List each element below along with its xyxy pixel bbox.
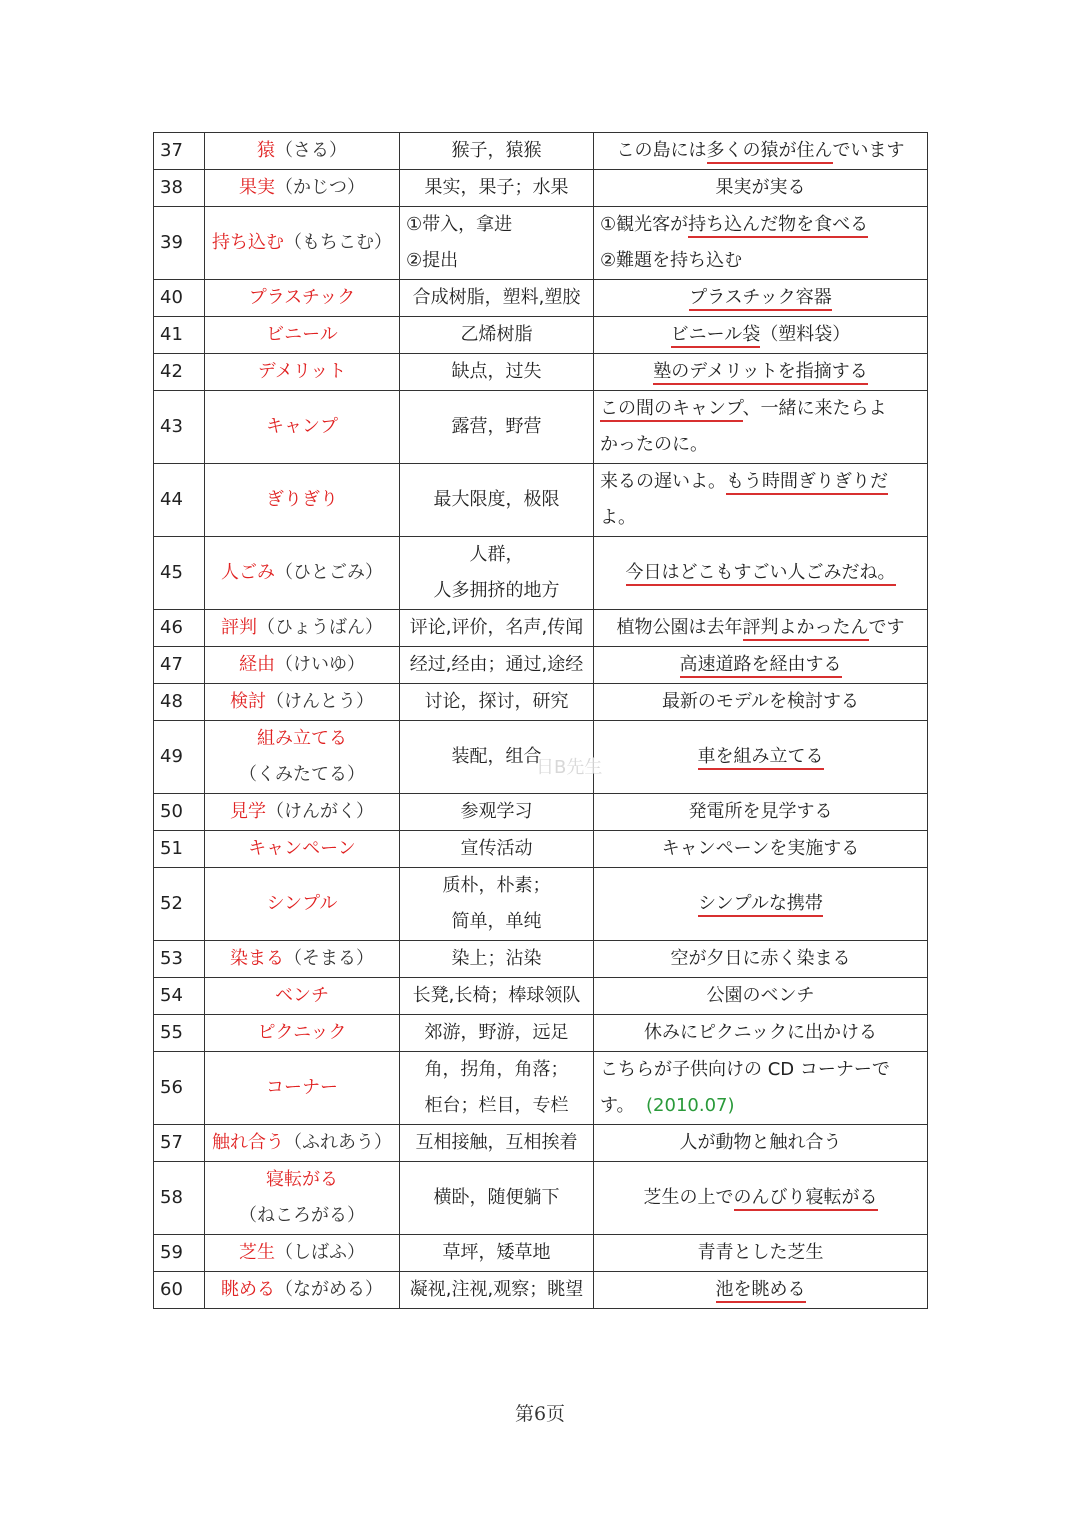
meaning-line: 最大限度，极限	[433, 489, 560, 510]
example-underlined: ビニール袋	[671, 324, 761, 348]
example-underlined: のんびり寝転がる	[734, 1187, 878, 1211]
entry-meaning	[400, 1052, 594, 1125]
entry-keyword: 経由	[239, 654, 275, 675]
entry-reading: （けいゆ）	[275, 654, 365, 675]
entry-keyword: キャンプ	[266, 416, 338, 437]
entry-word	[205, 354, 400, 391]
entry-number: 40	[154, 280, 205, 317]
entry-example	[594, 317, 928, 354]
table-row	[154, 1162, 928, 1235]
entry-meaning	[400, 1162, 594, 1235]
example-underlined: 今日はどこもすごい人ごみだね。	[626, 562, 896, 586]
meaning-line: 经过,经由；通过,途经	[409, 654, 584, 675]
example-underlined: 塾のデメリットを指摘する	[653, 361, 868, 385]
entry-number: 43	[154, 391, 205, 464]
entry-number: 48	[154, 684, 205, 721]
table-row	[154, 794, 928, 831]
entry-number: 41	[154, 317, 205, 354]
example-line	[600, 1235, 921, 1271]
example-line	[600, 464, 921, 500]
entry-number: 46	[154, 610, 205, 647]
entry-word	[205, 464, 400, 537]
entry-example	[594, 684, 928, 721]
example-text: ①観光客が	[600, 214, 689, 235]
entry-meaning	[400, 647, 594, 684]
entry-word	[205, 1235, 400, 1272]
entry-keyword: 猿	[257, 140, 275, 161]
entry-keyword: ベンチ	[275, 985, 329, 1006]
entry-word	[205, 280, 400, 317]
entry-keyword: 果実	[239, 177, 275, 198]
entry-meaning	[400, 391, 594, 464]
entry-meaning	[400, 354, 594, 391]
entry-word	[205, 868, 400, 941]
entry-example	[594, 831, 928, 868]
table-row	[154, 831, 928, 868]
example-underlined: 評判よかったん	[743, 617, 869, 641]
entry-number: 49	[154, 721, 205, 794]
entry-example	[594, 133, 928, 170]
meaning-line: ②提出	[406, 250, 459, 271]
entry-word	[205, 610, 400, 647]
entry-example	[594, 1235, 928, 1272]
entry-example	[594, 1052, 928, 1125]
entry-number: 55	[154, 1015, 205, 1052]
example-text: 来るの遅いよ。	[600, 471, 726, 492]
example-text: 青青とした芝生	[697, 1242, 824, 1263]
example-line	[600, 831, 921, 867]
entry-word	[205, 1052, 400, 1125]
entry-meaning	[400, 978, 594, 1015]
entry-example	[594, 207, 928, 280]
entry-meaning	[400, 133, 594, 170]
meaning-line: 质朴，朴素；	[442, 875, 551, 896]
table-row	[154, 1125, 928, 1162]
entry-keyword: 寝転がる	[266, 1169, 338, 1190]
entry-meaning	[400, 537, 594, 610]
entry-number: 38	[154, 170, 205, 207]
entry-reading: （けんがく）	[266, 801, 374, 822]
entry-keyword: 触れ合う	[212, 1132, 284, 1153]
entry-reading: （かじつ）	[275, 177, 365, 198]
table-row	[154, 978, 928, 1015]
meaning-line: 横卧，随便躺下	[433, 1187, 560, 1208]
entry-keyword: 眺める	[221, 1279, 275, 1300]
entry-example	[594, 941, 928, 978]
entry-keyword: プラスチック	[248, 287, 356, 308]
entry-example	[594, 391, 928, 464]
entry-example	[594, 647, 928, 684]
entry-keyword: コーナー	[266, 1077, 338, 1098]
entry-reading: （さる）	[275, 140, 347, 161]
example-line	[600, 170, 921, 206]
example-line	[600, 610, 921, 646]
meaning-line: 草坪，矮草地	[442, 1242, 551, 1263]
exam-date: (2010.07)	[646, 1095, 735, 1116]
table-row	[154, 464, 928, 537]
example-text: 果実が実る	[715, 177, 806, 198]
entry-example	[594, 1162, 928, 1235]
meaning-line: 宣传活动	[460, 838, 533, 859]
meaning-line: 缺点，过失	[451, 361, 542, 382]
entry-keyword: シンプル	[266, 893, 338, 914]
table-row	[154, 280, 928, 317]
table-row	[154, 317, 928, 354]
entry-keyword: 組み立てる	[257, 728, 347, 749]
table-row	[154, 1235, 928, 1272]
entry-example	[594, 721, 928, 794]
entry-meaning	[400, 317, 594, 354]
entry-keyword: 検討	[230, 691, 266, 712]
entry-reading: （けんとう）	[266, 691, 374, 712]
example-line	[600, 133, 921, 169]
entry-example	[594, 464, 928, 537]
example-text: 芝生の上で	[643, 1187, 734, 1208]
entry-word	[205, 391, 400, 464]
example-text: です	[868, 617, 905, 638]
example-underlined: シンプルな携帯	[698, 893, 823, 917]
entry-word	[205, 978, 400, 1015]
entry-word	[205, 1272, 400, 1309]
entry-example	[594, 868, 928, 941]
entry-keyword: 人ごみ	[221, 562, 275, 583]
example-line	[600, 739, 921, 775]
entry-number: 37	[154, 133, 205, 170]
entry-word	[205, 170, 400, 207]
example-text: よ。	[600, 507, 636, 528]
example-text: 最新のモデルを検討する	[661, 691, 860, 712]
example-text: す。	[600, 1095, 635, 1116]
entry-reading: （もちこむ）	[284, 232, 392, 253]
entry-word	[205, 1162, 400, 1235]
entry-example	[594, 1125, 928, 1162]
entry-number: 53	[154, 941, 205, 978]
example-line	[600, 1125, 921, 1161]
entry-meaning	[400, 941, 594, 978]
meaning-line: 评论,评价，名声,传闻	[409, 617, 584, 638]
example-text: 公園のベンチ	[706, 985, 815, 1006]
example-text: 人が動物と触れ合う	[679, 1132, 842, 1153]
entry-number: 50	[154, 794, 205, 831]
page-number: 第6页	[514, 1403, 566, 1425]
example-text: でいます	[832, 140, 905, 161]
entry-meaning	[400, 1015, 594, 1052]
example-line	[600, 941, 921, 977]
entry-word	[205, 133, 400, 170]
entry-word	[205, 794, 400, 831]
meaning-line: 参观学习	[460, 801, 533, 822]
meaning-line: 猴子，猿猴	[451, 140, 542, 161]
example-line	[600, 354, 921, 390]
example-text: 休みにピクニックに出かける	[644, 1022, 877, 1043]
entry-number: 56	[154, 1052, 205, 1125]
example-text: キャンペーンを実施する	[661, 838, 860, 859]
example-text: 、一緒に来たらよ	[742, 398, 887, 419]
example-text: 植物公園は去年	[616, 617, 743, 638]
meaning-line: 染上；沾染	[451, 948, 542, 969]
example-line	[600, 317, 921, 353]
example-line	[600, 1052, 921, 1088]
entry-number: 51	[154, 831, 205, 868]
entry-meaning	[400, 1235, 594, 1272]
example-line	[600, 886, 921, 922]
entry-keyword: 見学	[230, 801, 266, 822]
entry-keyword: ピクニック	[257, 1022, 347, 1043]
example-line	[600, 391, 921, 427]
meaning-line: ①带入，拿进	[406, 214, 513, 235]
entry-reading: （ねころがる）	[239, 1205, 365, 1226]
entry-meaning	[400, 610, 594, 647]
entry-example	[594, 610, 928, 647]
entry-reading: （くみたてる）	[239, 764, 365, 785]
entry-reading: （ふれあう）	[284, 1132, 392, 1153]
example-text: こちらが子供向けの CD コーナーで	[600, 1059, 890, 1080]
entry-number: 52	[154, 868, 205, 941]
entry-keyword: ビニール	[266, 324, 338, 345]
entry-example	[594, 170, 928, 207]
vocabulary-table-body	[154, 133, 928, 1309]
entry-meaning	[400, 831, 594, 868]
table-row	[154, 170, 928, 207]
entry-example	[594, 354, 928, 391]
table-row	[154, 868, 928, 941]
table-row	[154, 354, 928, 391]
watermark: 日B先生	[536, 757, 603, 778]
entry-meaning	[400, 684, 594, 721]
example-line	[600, 243, 921, 279]
example-text: かったのに。	[600, 434, 708, 455]
entry-word	[205, 1015, 400, 1052]
entry-keyword: 芝生	[239, 1242, 275, 1263]
table-row	[154, 537, 928, 610]
table-row	[154, 610, 928, 647]
table-row	[154, 1015, 928, 1052]
example-line	[600, 647, 921, 683]
meaning-line: 装配，组合	[451, 746, 542, 767]
entry-number: 54	[154, 978, 205, 1015]
entry-word	[205, 941, 400, 978]
meaning-line: 讨论，探讨，研究	[424, 691, 569, 712]
example-underlined: もう時間ぎりぎりだ	[726, 471, 888, 495]
table-row	[154, 1272, 928, 1309]
example-line	[600, 1272, 921, 1308]
entry-meaning	[400, 1272, 594, 1309]
entry-word	[205, 1125, 400, 1162]
entry-keyword: キャンペーン	[248, 838, 356, 859]
table-row	[154, 391, 928, 464]
entry-word	[205, 207, 400, 280]
example-text: ②難題を持ち込む	[600, 250, 743, 271]
entry-word	[205, 831, 400, 868]
table-row	[154, 1052, 928, 1125]
entry-word	[205, 317, 400, 354]
example-line	[600, 794, 921, 830]
meaning-line: 简单，单纯	[451, 911, 542, 932]
entry-number: 45	[154, 537, 205, 610]
entry-keyword: 持ち込む	[212, 232, 284, 253]
meaning-line: 人群，	[469, 544, 524, 565]
entry-example	[594, 537, 928, 610]
table-row	[154, 207, 928, 280]
example-underlined: 持ち込んだ物を食べる	[688, 214, 868, 238]
entry-number: 58	[154, 1162, 205, 1235]
meaning-line: 长凳,长椅；棒球领队	[412, 985, 581, 1006]
meaning-line: 互相接触，互相挨着	[415, 1132, 578, 1153]
meaning-line: 郊游，野游，远足	[424, 1022, 569, 1043]
entry-meaning	[400, 868, 594, 941]
entry-word	[205, 537, 400, 610]
entry-word	[205, 684, 400, 721]
entry-number: 59	[154, 1235, 205, 1272]
table-row	[154, 941, 928, 978]
entry-example	[594, 978, 928, 1015]
entry-word	[205, 647, 400, 684]
entry-word	[205, 721, 400, 794]
entry-reading: （しばふ）	[275, 1242, 365, 1263]
entry-example	[594, 1015, 928, 1052]
entry-keyword: 染まる	[230, 948, 284, 969]
entry-keyword: デメリット	[257, 361, 347, 382]
entry-number: 57	[154, 1125, 205, 1162]
meaning-line: 露营，野营	[451, 416, 542, 437]
entry-meaning	[400, 280, 594, 317]
example-line	[600, 1015, 921, 1051]
entry-reading: （ひとごみ）	[275, 562, 383, 583]
example-text: 発電所を見学する	[688, 801, 833, 822]
entry-meaning	[400, 464, 594, 537]
entry-example	[594, 1272, 928, 1309]
entry-number: 44	[154, 464, 205, 537]
example-line	[600, 280, 921, 316]
meaning-line: 合成树脂，塑料,塑胶	[412, 287, 581, 308]
entry-number: 60	[154, 1272, 205, 1309]
meaning-line: 凝视,注视,观察；眺望	[409, 1279, 584, 1300]
meaning-line: 柜台；栏目，专栏	[424, 1095, 569, 1116]
meaning-line: 角，拐角，角落；	[424, 1059, 569, 1080]
example-line	[600, 500, 921, 536]
meaning-line: 人多拥挤的地方	[433, 580, 560, 601]
example-line	[600, 1180, 921, 1216]
example-line	[600, 207, 921, 243]
entry-number: 39	[154, 207, 205, 280]
table-row	[154, 647, 928, 684]
entry-example	[594, 280, 928, 317]
entry-example	[594, 794, 928, 831]
example-underlined: 池を眺める	[716, 1279, 806, 1303]
example-underlined: 車を組み立てる	[698, 746, 824, 770]
meaning-line: 果实，果子；水果	[424, 177, 569, 198]
example-line	[600, 978, 921, 1014]
example-underlined: プラスチック容器	[689, 287, 832, 311]
entry-reading: （ひょうばん）	[257, 617, 383, 638]
example-line	[600, 555, 921, 591]
example-text: （塑料袋）	[760, 324, 851, 345]
entry-meaning	[400, 207, 594, 280]
table-row	[154, 133, 928, 170]
entry-keyword: ぎりぎり	[266, 489, 338, 510]
vocabulary-table	[153, 132, 928, 1309]
example-text: この島には	[616, 140, 707, 161]
example-line	[600, 684, 921, 720]
entry-number: 42	[154, 354, 205, 391]
example-line	[600, 1088, 921, 1124]
entry-reading: （ながめる）	[275, 1279, 383, 1300]
example-text: 空が夕日に赤く染まる	[670, 948, 851, 969]
example-underlined: この間のキャンプ	[600, 398, 743, 422]
example-underlined: 高速道路を経由する	[680, 654, 842, 678]
entry-meaning	[400, 1125, 594, 1162]
entry-meaning	[400, 170, 594, 207]
entry-keyword: 評判	[221, 617, 257, 638]
table-row	[154, 684, 928, 721]
entry-number: 47	[154, 647, 205, 684]
entry-meaning	[400, 794, 594, 831]
example-line	[600, 427, 921, 463]
meaning-line: 乙烯树脂	[460, 324, 533, 345]
example-underlined: 多くの猿が住ん	[707, 140, 833, 164]
entry-reading: （そまる）	[284, 948, 374, 969]
